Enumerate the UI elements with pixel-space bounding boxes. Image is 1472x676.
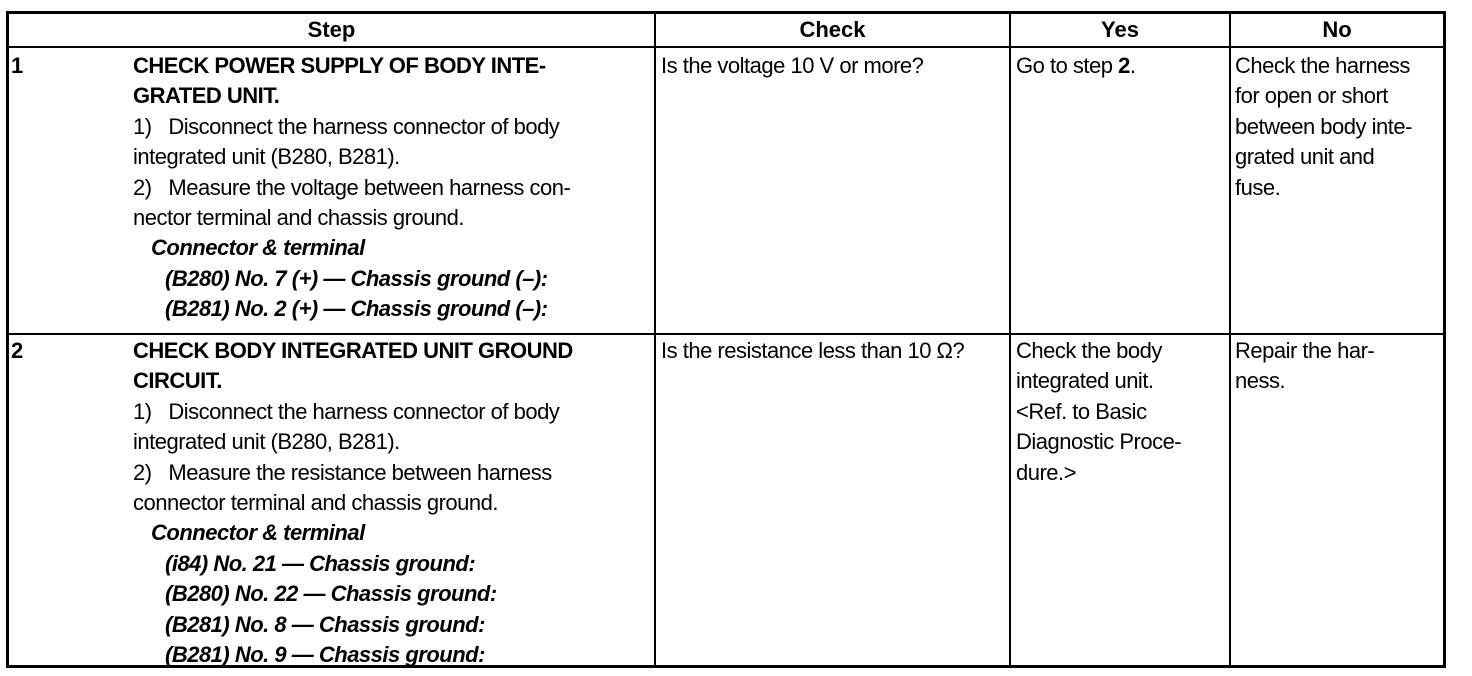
step-content: [133, 51, 570, 325]
row-divider: [9, 46, 1443, 48]
header-no: No: [1322, 17, 1352, 42]
yes-line: <Ref. to Basic: [1016, 398, 1147, 424]
no-line: ness.: [1235, 368, 1286, 394]
check-question: Is the resistance less than 10 Ω?: [661, 338, 965, 363]
terminal-line: (B280) No. 22 — Chassis ground:: [165, 581, 497, 607]
column-divider: [654, 14, 656, 665]
yes-line: integrated unit.: [1016, 368, 1154, 394]
connector-heading: Connector & terminal: [151, 235, 365, 261]
step-number: 1: [11, 53, 23, 78]
column-divider: [1229, 14, 1231, 665]
step-content: [133, 336, 573, 670]
no-line: for open or short: [1235, 83, 1388, 109]
diagnostic-table: [6, 11, 1446, 668]
no-action: [1235, 51, 1412, 203]
yes-step-link: 2: [1118, 53, 1130, 78]
terminal-line: (B281) No. 2 (+) — Chassis ground (–):: [165, 296, 548, 322]
yes-prefix: Go to step: [1016, 53, 1119, 78]
connector-heading: Connector & terminal: [151, 520, 365, 546]
instruction-line: connector terminal and chassis ground.: [133, 490, 498, 516]
terminal-line: (i84) No. 21 — Chassis ground:: [165, 550, 476, 576]
yes-line: dure.>: [1016, 459, 1076, 485]
terminal-line: (B281) No. 9 — Chassis ground:: [165, 642, 485, 668]
step-title-line: GRATED UNIT.: [133, 83, 280, 109]
row-divider: [9, 333, 1443, 335]
step-title-line: CIRCUIT.: [133, 368, 222, 394]
no-line: grated unit and: [1235, 144, 1375, 170]
yes-action: [1016, 336, 1181, 488]
yes-line: Check the body: [1016, 338, 1162, 363]
terminal-line: (B281) No. 8 — Chassis ground:: [165, 611, 485, 637]
yes-suffix: .: [1129, 53, 1136, 78]
header-step: Step: [307, 17, 356, 42]
column-divider: [1009, 14, 1011, 665]
yes-line: Diagnostic Proce-: [1016, 429, 1182, 455]
header-check: Check: [799, 17, 866, 42]
step-title-line: CHECK POWER SUPPLY OF BODY INTE-: [133, 53, 546, 78]
no-line: Check the harness: [1235, 53, 1410, 78]
instruction-line: integrated unit (B280, B281).: [133, 144, 400, 170]
instruction-line: 2) Measure the resistance between harness: [133, 459, 552, 485]
no-line: between body inte-: [1235, 113, 1412, 139]
instruction-line: integrated unit (B280, B281).: [133, 429, 400, 455]
instruction-line: 2) Measure the voltage between harness con-: [133, 174, 571, 200]
step-title-line: CHECK BODY INTEGRATED UNIT GROUND: [133, 338, 573, 363]
no-line: Repair the har-: [1235, 338, 1375, 363]
header-yes: Yes: [1101, 17, 1139, 42]
step-number: 2: [11, 338, 23, 363]
yes-action: [1016, 51, 1136, 81]
instruction-line: nector terminal and chassis ground.: [133, 205, 465, 231]
terminal-line: (B280) No. 7 (+) — Chassis ground (–):: [165, 265, 548, 291]
instruction-line: 1) Disconnect the harness connector of body: [133, 398, 560, 424]
no-action: [1235, 336, 1374, 397]
check-question: Is the voltage 10 V or more?: [661, 53, 924, 78]
no-line: fuse.: [1235, 174, 1281, 200]
instruction-line: 1) Disconnect the harness connector of body: [133, 113, 560, 139]
